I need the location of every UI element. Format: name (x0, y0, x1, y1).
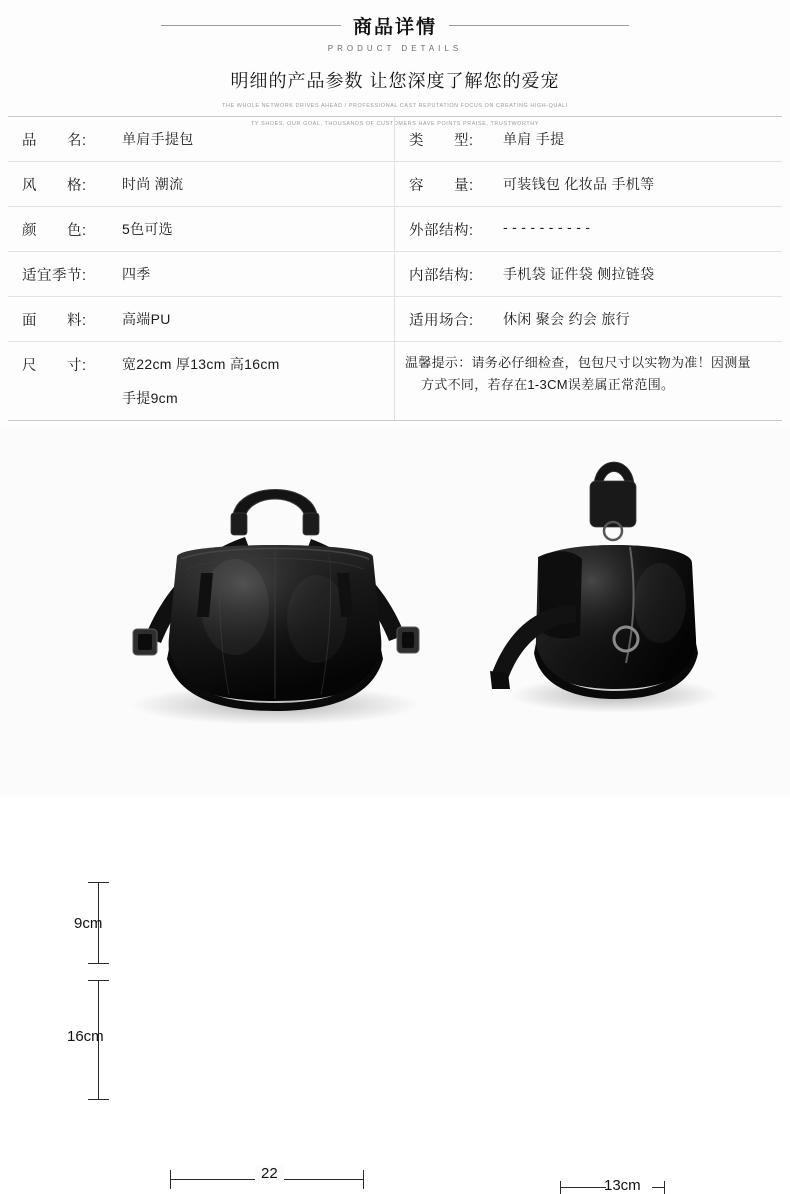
table-row-size (8, 342, 782, 420)
bag-side-view-image (480, 427, 730, 727)
spec-key: 容 量: (409, 178, 474, 194)
title-row (0, 12, 790, 39)
page-header (0, 0, 790, 127)
page-title-english: PRODUCT DETAILS (327, 44, 463, 53)
dimension-cap-right-width (363, 1170, 364, 1189)
spec-cell-right (395, 297, 782, 341)
note-line-1: 温馨提示：请务必仔细检查，包包尺寸以实物为准！因测量 (405, 355, 751, 370)
dimension-label-height: 16cm (67, 1028, 104, 1045)
spec-cell-right (395, 207, 782, 251)
spec-cell-left (8, 252, 395, 296)
spec-value: 四季 (122, 266, 151, 282)
spec-cell-left (8, 117, 395, 161)
product-photo-area (0, 427, 790, 1194)
spec-key: 面 料: (22, 313, 87, 329)
spec-value: 休闲 聚会 约会 旅行 (503, 311, 630, 327)
title-rule-right (449, 25, 629, 26)
dimension-cap-left-width (170, 1170, 171, 1189)
dimension-cap-bottom-height (88, 1099, 109, 1100)
spec-value: 单肩 手提 (503, 131, 565, 147)
page-title: 商品详情 (352, 17, 437, 38)
dimension-cap-left-depth (560, 1181, 561, 1194)
dimension-label-width: 22 (255, 1165, 284, 1182)
spec-cell-left (8, 297, 395, 341)
warm-tip-note (395, 342, 782, 420)
dimension-cap-top-height (88, 980, 109, 981)
spec-cell-right-note (395, 342, 782, 420)
page-subtitle: 明细的产品参数 让您深度了解您的爱宠 (230, 71, 560, 91)
title-rule-left (161, 25, 341, 26)
spec-cell-left (8, 162, 395, 206)
spec-value: 手机袋 证件袋 侧拉链袋 (503, 266, 655, 282)
spec-key: 颜 色: (22, 223, 87, 239)
spec-value: 时尚 潮流 (122, 176, 184, 192)
size-line-1: 宽22cm 厚13cm 高16cm (122, 356, 280, 372)
table-row (8, 297, 782, 342)
spec-cell-right (395, 162, 782, 206)
dimension-label-depth: 13cm (604, 1177, 641, 1194)
fine-print-line-1: THE WHOLE NETWORK DRIVES AHEAD / PROFESSIONAL CAST REPUTATION FOCUS ON CREATING HIGH-QUALI (222, 103, 568, 109)
table-row (8, 207, 782, 252)
dimension-cap-bottom-handle (88, 963, 109, 964)
spec-value: 单肩手提包 (122, 131, 194, 147)
spec-cell-right (395, 252, 782, 296)
size-line-2: 手提9cm (122, 390, 178, 406)
spec-table (8, 116, 782, 421)
spec-key: 类 型: (409, 133, 474, 149)
fine-print-line-2: TY SHOES, OUR GOAL, THOUSANDS OF CUSTOMERS HAVE POINTS PRAISE, TRUSTWORTHY (251, 121, 539, 127)
spec-value: 高端PU (122, 311, 171, 327)
table-row (8, 117, 782, 162)
spec-key: 内部结构: (409, 268, 474, 284)
spec-value: 5色可选 (122, 221, 173, 237)
spec-key: 品 名: (22, 133, 87, 149)
spec-key: 尺 寸: (22, 358, 87, 374)
spec-value: 可装钱包 化妆品 手机等 (503, 176, 655, 192)
spec-cell-left (8, 342, 395, 420)
spec-key: 外部结构: (409, 223, 474, 239)
spec-key: 适宜季节: (22, 268, 87, 284)
spec-cell-left (8, 207, 395, 251)
dimension-line-depth-right (652, 1187, 665, 1188)
bag-front-view-image (105, 437, 455, 737)
spec-value: - - - - - - - - - - (503, 219, 591, 235)
spec-key: 适用场合: (409, 313, 474, 329)
dimension-line-depth (560, 1187, 606, 1188)
note-line-2: 方式不同，若存在1-3CM误差属正常范围。 (421, 377, 675, 392)
dimension-label-handle: 9cm (74, 915, 103, 932)
spec-key: 风 格: (22, 178, 87, 194)
table-row (8, 162, 782, 207)
table-row (8, 252, 782, 297)
spec-value (112, 342, 394, 420)
spec-cell-right (395, 117, 782, 161)
dimension-cap-top-handle (88, 882, 109, 883)
